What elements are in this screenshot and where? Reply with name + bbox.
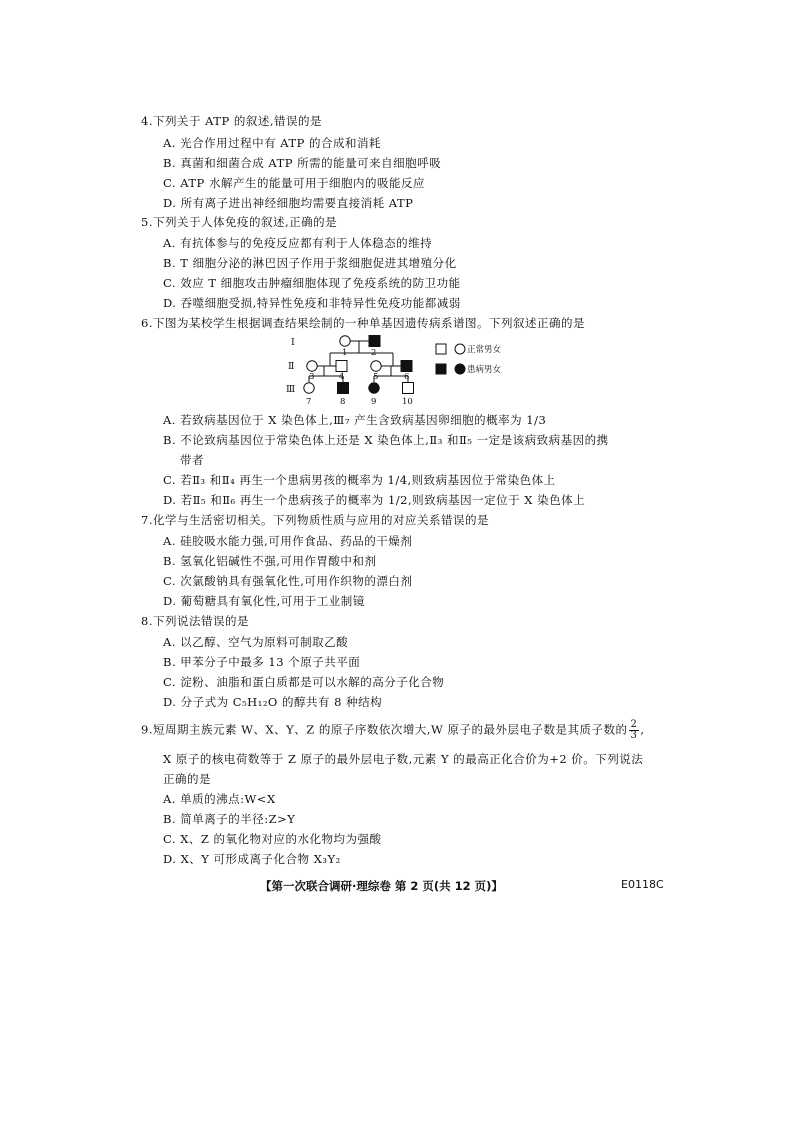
individual-number-6: 6 — [404, 372, 410, 382]
pedigree-individual-8 — [338, 383, 349, 394]
legend-affected-female-icon — [455, 364, 465, 374]
q4-option-c: C. ATP 水解产生的能量可用于细胞内的吸能反应 — [163, 176, 425, 190]
q9-option-c: C. X、Z 的氧化物对应的水化物均为强酸 — [163, 832, 382, 846]
q8-stem: 8.下列说法错误的是 — [141, 614, 249, 628]
q7-option-a: A. 硅胶吸水能力强,可用作食品、药品的干燥剂 — [163, 534, 413, 548]
generation-label-3: Ⅲ — [286, 384, 296, 395]
pedigree-individual-7 — [304, 383, 314, 393]
q5-option-b: B. T 细胞分泌的淋巴因子作用于浆细胞促进其增殖分化 — [163, 256, 457, 270]
q6-stem: 6.下图为某校学生根据调查结果绘制的一种单基因遗传病系谱图。下列叙述正确的是 — [141, 316, 585, 330]
individual-number-10: 10 — [402, 397, 413, 407]
q6-option-b: B. 不论致病基因位于常染色体上还是 X 染色体上,Ⅱ₃ 和Ⅱ₅ 一定是该病致病基因的携 — [163, 433, 609, 447]
pedigree-individual-2 — [369, 336, 380, 347]
q4-option-b: B. 真菌和细菌合成 ATP 所需的能量可来自细胞呼吸 — [163, 156, 442, 170]
pedigree-individual-4 — [336, 361, 347, 372]
q9-stem-line1 — [141, 720, 645, 741]
q9-stem-line3: 正确的是 — [163, 772, 211, 786]
page-footer: 【第一次联合调研·理综卷 第 2 页(共 12 页)】 — [260, 879, 503, 893]
individual-number-8: 8 — [340, 397, 346, 407]
q7-option-d: D. 葡萄糖具有氧化性,可用于工业制镜 — [163, 594, 365, 608]
q8-option-c: C. 淀粉、油脂和蛋白质都是可以水解的高分子化合物 — [163, 675, 445, 689]
pedigree-individual-3 — [307, 361, 317, 371]
individual-number-3: 3 — [309, 372, 315, 382]
pedigree-individual-10 — [403, 383, 414, 394]
q9-fraction-denominator: 3 — [630, 730, 638, 741]
individual-number-2: 2 — [371, 348, 377, 358]
legend-normal-female-icon — [455, 344, 465, 354]
q5-option-d: D. 吞噬细胞受损,特异性免疫和非特异性免疫功能都减弱 — [163, 296, 461, 310]
pedigree-individual-6 — [401, 361, 412, 372]
q9-option-d: D. X、Y 可形成离子化合物 X₃Y₂ — [163, 852, 341, 866]
q8-option-a: A. 以乙醇、空气为原料可制取乙酸 — [163, 635, 349, 649]
q7-option-b: B. 氢氧化铝碱性不强,可用作胃酸中和剂 — [163, 554, 377, 568]
q9-option-b: B. 简单离子的半径:Z>Y — [163, 812, 296, 826]
legend-normal-male-icon — [436, 344, 446, 354]
q4-option-a: A. 光合作用过程中有 ATP 的合成和消耗 — [163, 136, 382, 150]
q8-option-b: B. 甲苯分子中最多 13 个原子共平面 — [163, 655, 361, 669]
legend-affected-male-icon — [436, 364, 446, 374]
pedigree-individual-1 — [340, 336, 350, 346]
q4-option-d: D. 所有离子进出神经细胞均需要直接消耗 ATP — [163, 196, 414, 210]
q9-stem-line2: X 原子的核电荷数等于 Z 原子的最外层电子数,元素 Y 的最高正化合价为+2 价。下列说法 — [163, 752, 644, 766]
q6-option-d: D. 若Ⅱ₅ 和Ⅱ₆ 再生一个患病孩子的概率为 1/2,则致病基因一定位于 X 染色体上 — [163, 493, 586, 507]
legend-normal-label: 正常男女 — [467, 345, 502, 355]
q9-option-a: A. 单质的沸点:W<X — [163, 792, 276, 806]
generation-label-1: Ⅰ — [291, 337, 295, 348]
q9-fraction-numerator: 2 — [630, 719, 638, 730]
q5-stem: 5.下列关于人体免疫的叙述,正确的是 — [141, 215, 338, 229]
paper-code: E0118C — [621, 878, 664, 891]
q8-option-d: D. 分子式为 C₅H₁₂O 的醇共有 8 种结构 — [163, 695, 383, 709]
q6-option-c: C. 若Ⅱ₃ 和Ⅱ₄ 再生一个患病男孩的概率为 1/4,则致病基因位于常染色体上 — [163, 473, 556, 487]
generation-label-2: Ⅱ — [288, 361, 295, 372]
pedigree-individual-9 — [369, 383, 379, 393]
individual-number-5: 5 — [373, 372, 379, 382]
q7-stem: 7.化学与生活密切相关。下列物质性质与应用的对应关系错误的是 — [141, 513, 489, 527]
q5-option-c: C. 效应 T 细胞攻击肿瘤细胞体现了免疫系统的防卫功能 — [163, 276, 461, 290]
q4-stem: 4.下列关于 ATP 的叙述,错误的是 — [141, 114, 323, 128]
legend-affected-label: 患病男女 — [467, 365, 502, 375]
q7-option-c: C. 次氯酸钠具有强氧化性,可用作织物的漂白剂 — [163, 574, 413, 588]
individual-number-1: 1 — [342, 348, 348, 358]
pedigree-chart — [276, 331, 526, 409]
q9-stem-comma: , — [640, 722, 645, 737]
q9-fraction — [629, 720, 640, 741]
individual-number-9: 9 — [371, 397, 377, 407]
individual-number-7: 7 — [306, 397, 312, 407]
individual-number-4: 4 — [339, 372, 345, 382]
pedigree-individual-5 — [371, 361, 381, 371]
q5-option-a: A. 有抗体参与的免疫反应都有利于人体稳态的维持 — [163, 236, 433, 250]
q6-option-a: A. 若致病基因位于 X 染色体上,Ⅲ₇ 产生含致病基因卵细胞的概率为 1/3 — [163, 413, 547, 427]
q9-stem-text: 9.短周期主族元素 W、X、Y、Z 的原子序数依次增大,W 原子的最外层电子数是其质子数的 — [141, 722, 628, 737]
q6-option-b-continued: 带者 — [180, 453, 204, 467]
